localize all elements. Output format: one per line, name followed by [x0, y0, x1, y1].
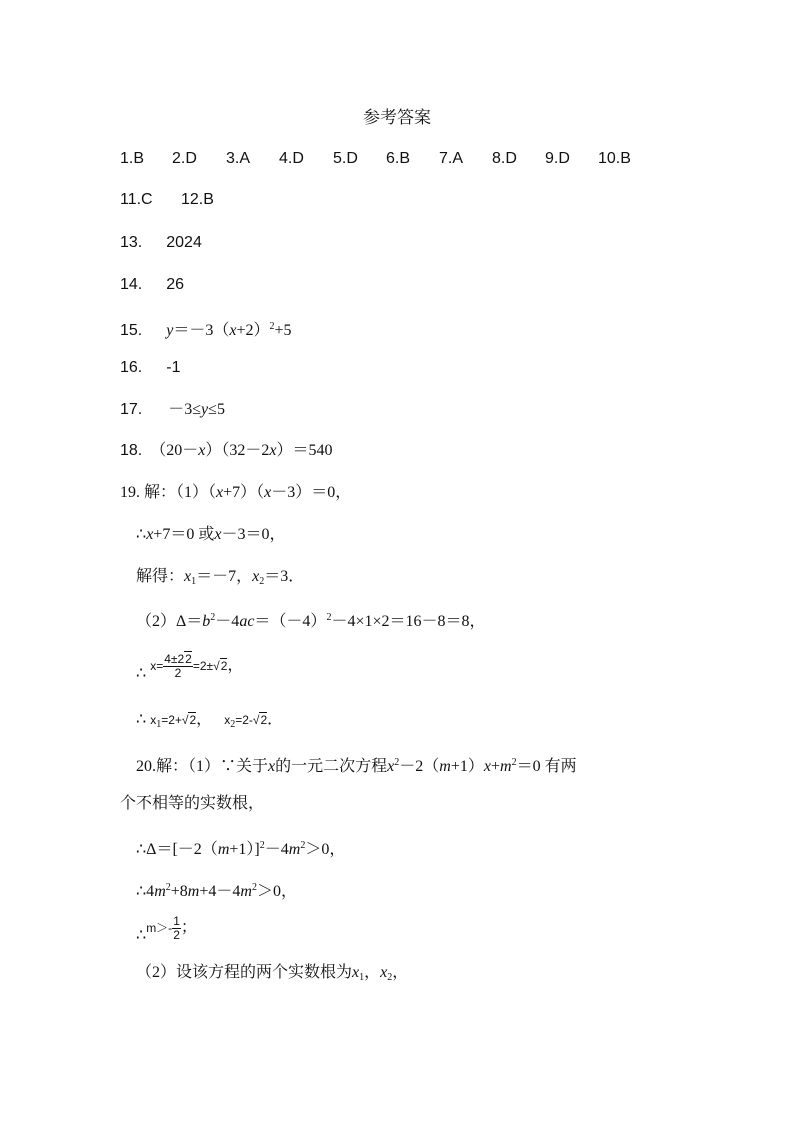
answer-19-line-6: ∴ $x_1=2+√2$， $x_2=2-√2$． — [136, 711, 284, 730]
answer-item: 1.B — [120, 150, 145, 167]
answer-13: 13. 2024 — [120, 234, 202, 251]
answer-19-line-1: 19. 解：（1）（x+7）（x－3）＝0， — [120, 484, 352, 501]
answer-item: 10.B — [598, 150, 631, 167]
answer-20-line-5: ∴m＞- $\frac{1}{2}$ ； — [136, 913, 197, 944]
answer-14: 14. 26 — [120, 276, 185, 293]
answer-item: 6.B — [386, 150, 411, 167]
answer-15: 15. $y=-3(x+2)^2+5$ — [120, 321, 292, 339]
answer-item: 3.A — [226, 150, 251, 167]
answer-20-line-2: 个不相等的实数根， — [120, 795, 265, 812]
answer-19-line-5: ∴ x= $\frac{4\pm 22}{2}$ =2±√2， — [136, 651, 244, 682]
answer-item: 8.D — [492, 150, 517, 167]
answer-item: 12.B — [181, 191, 214, 208]
answer-20-line-1: 20.解：（1）∵关于x的一元二次方程$x^2-2(m+1)x+m^2=0$ 有两 — [136, 757, 577, 775]
fraction: $\frac{4\pm 22}{2}$ — [164, 651, 192, 680]
answer-item: 11.C — [120, 191, 153, 208]
answer-18: 18. （20－x）（32－2x）＝540 — [120, 442, 333, 459]
answer-item: 4.D — [279, 150, 304, 167]
answer-item: 7.A — [439, 150, 464, 167]
answer-20-line-6: （2）设该方程的两个实数根为$x_1$，$x_2$， — [136, 964, 409, 983]
answer-item: 9.D — [545, 150, 570, 167]
answer-19-line-4: $(2)\Delta=b^2-4ac=(-4)^2-4\times 1\times 2=16-8=8$， — [136, 612, 486, 630]
answer-20-line-3: $\therefore\Delta=[-2(m+1)]^2-4m^2>0$， — [136, 840, 346, 858]
fraction: $\frac{1}{2}$ — [173, 913, 180, 942]
answer-20-line-4: $\therefore 4m^2+8m+4-4m^2>0$， — [136, 882, 297, 900]
answer-16: 16. -1 — [120, 359, 181, 376]
answer-19-line-3: 解得：$x_1=-7$，$x_2=3$． — [136, 568, 305, 587]
page-title: 参考答案 — [363, 108, 431, 127]
answer-item: 2.D — [172, 150, 197, 167]
answer-19-line-2: ∴x+7＝0 或x－3＝0， — [136, 526, 286, 543]
answer-item: 5.D — [333, 150, 358, 167]
answer-17: 17. －3≤y≤5 — [120, 401, 225, 418]
